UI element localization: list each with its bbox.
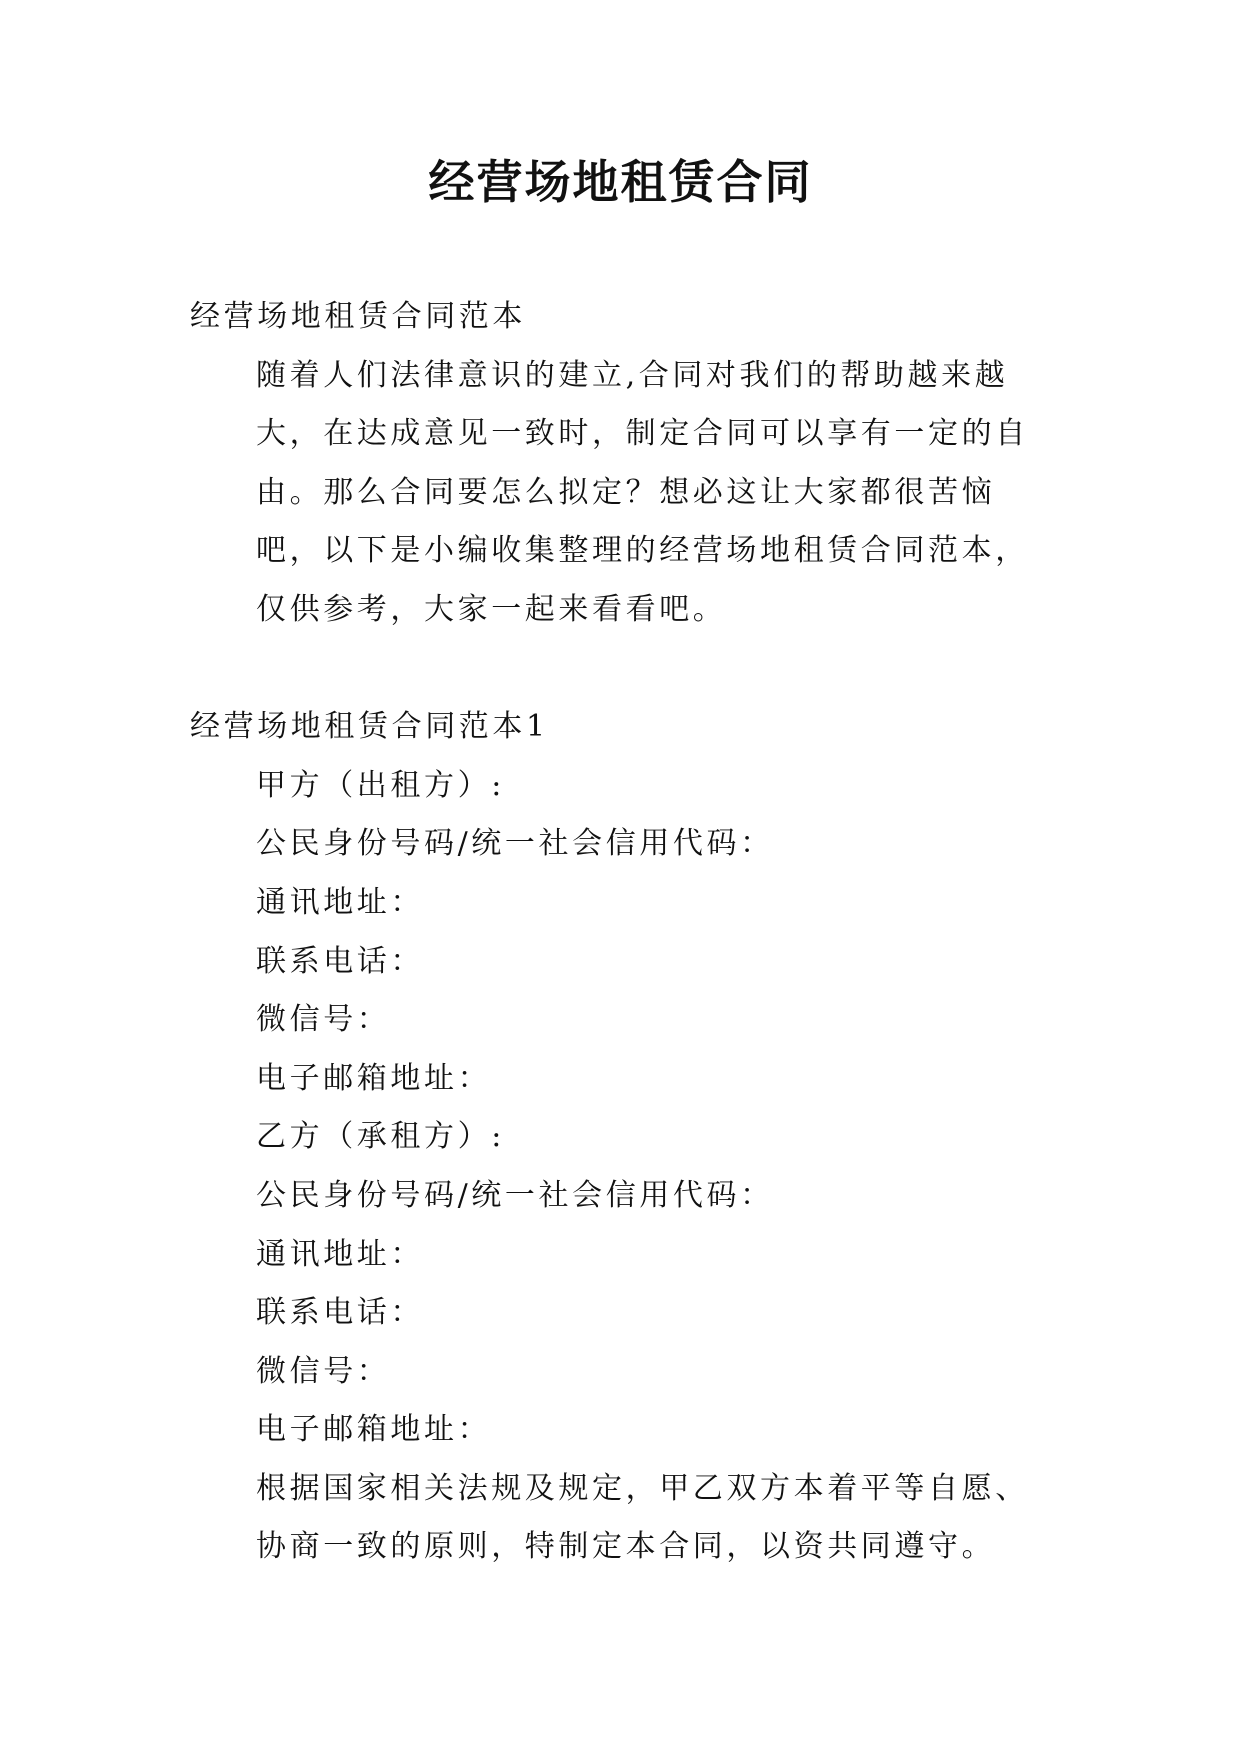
section-heading: 经营场地租赁合同范本1 [190, 709, 549, 745]
subtitle: 经营场地租赁合同范本 [190, 299, 526, 334]
party-a-email-field: 电子邮箱地址： [256, 1060, 492, 1096]
party-a-label: 甲方（出租方）: [256, 767, 505, 803]
party-b-wechat-field: 微信号： [256, 1353, 391, 1389]
party-a-phone-field: 联系电话： [256, 943, 424, 979]
document-body [190, 288, 1050, 1577]
party-b-email-field: 电子邮箱地址： [256, 1412, 492, 1448]
party-a-wechat-field: 微信号： [256, 1002, 391, 1038]
intro-paragraph: 随着人们法律意识的建立,合同对我们的帮助越来越大，在达成意见一致时，制定合同可以享有一定的自由。那么合同要怎么拟定？想必这让大家都很苦恼吧，以下是小编收集整理的经营场地租赁合同范本，仅供参考，大家一起来看看吧。 [256, 357, 1029, 627]
party-b-id-field: 公民身份号码/统一社会信用代码： [256, 1177, 774, 1213]
party-b-phone-field: 联系电话： [256, 1295, 424, 1331]
blank-line [190, 640, 1050, 699]
closing-paragraph: 根据国家相关法规及规定，甲乙双方本着平等自愿、协商一致的原则，特制定本合同，以资共同遵守。 [256, 1470, 1029, 1565]
party-a-id-field: 公民身份号码/统一社会信用代码： [256, 826, 774, 862]
party-a-address-field: 通讯地址： [256, 884, 424, 920]
party-b-label: 乙方（承租方）: [256, 1119, 505, 1155]
document-title: 经营场地租赁合同 [428, 155, 813, 209]
party-b-address-field: 通讯地址： [256, 1236, 424, 1272]
